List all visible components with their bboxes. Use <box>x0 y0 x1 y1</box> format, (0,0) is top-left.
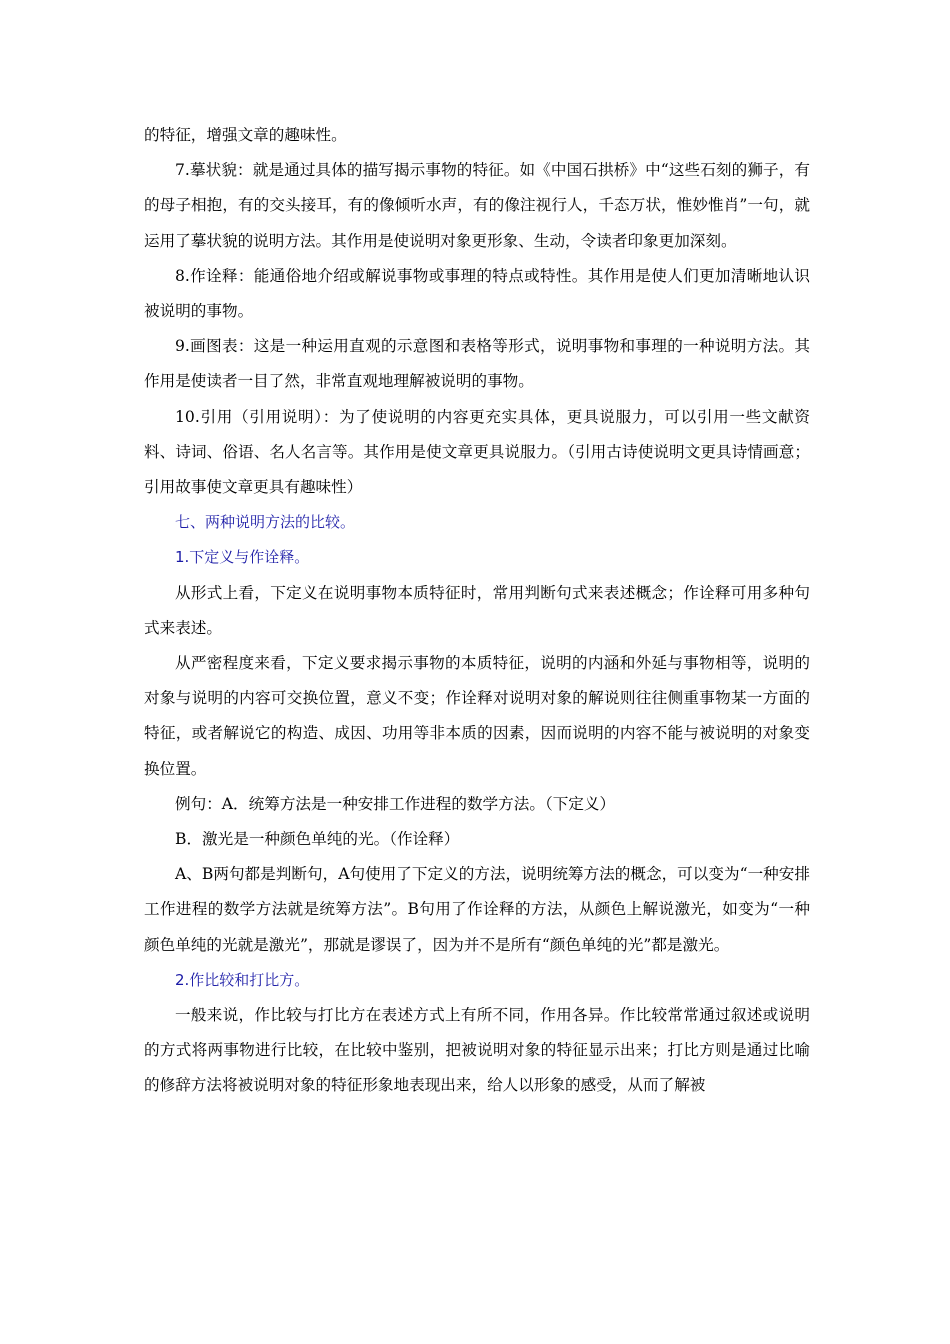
paragraph-item-9: 9.画图表：这是一种运用直观的示意图和表格等形式，说明事物和事理的一种说明方法。其作用是使读者一目了然，非常直观地理解被说明的事物。 <box>144 337 810 391</box>
section-heading-7: 七、两种说明方法的比较。 <box>175 513 356 532</box>
paragraph-continuation: 的特征，增强文章的趣味性。 <box>144 126 347 144</box>
paragraph-item-8: 8.作诠释：能通俗地介绍或解说事物或事理的特点或特性。其作用是使人们更加清晰地认识被说明的事物。 <box>144 266 810 321</box>
paragraph-comparison-metaphor: 一般来说，作比较与打比方在表述方式上有所不同，作用各异。作比较常常通过叙述或说明的方式将两事物进行比较，在比较中鉴别，把被说明对象的特征显示出来；打比方则是通过比喻的修辞方法将被说明对象的特征形象地表现出来，给人以形象的感受，从而了解被 <box>144 1006 810 1095</box>
paragraph-item-10: 10.引用（引用说明）：为了使说明的内容更充实具体，更具说服力，可以引用一些文献资料、诗词、俗语、名人名言等。其作用是使文章更具说服力。（引用古诗使说明文更具诗情画意；引用故事使文章更具有趣味性） <box>144 407 810 497</box>
paragraph-example-a: 例句：A．统筹方法是一种安排工作进程的数学方法。（下定义） <box>175 794 616 813</box>
subsection-heading-1: 1.下定义与作诠释。 <box>175 548 310 567</box>
document-page <box>144 118 810 1104</box>
paragraph-rigor-comparison: 从严密程度来看，下定义要求揭示事物的本质特征，说明的内涵和外延与事物相等，说明的对象与说明的内容可交换位置，意义不变；作诠释对说明对象的解说则往往侧重事物某一方面的特征，或者解说它的构造、成因、功用等非本质的因素，因而说明的内容不能与被说明的对象变换位置。 <box>144 654 810 778</box>
subsection-heading-2: 2.作比较和打比方。 <box>175 970 310 989</box>
paragraph-item-7: 7.摹状貌：就是通过具体的描写揭示事物的特征。如《中国石拱桥》中“这些石刻的狮子，有的母子相抱，有的交头接耳，有的像倾听水声，有的像注视行人，千态万状，惟妙惟肖”一句，就运用了摹状貌的说明方法。其作用是使说明对象更形象、生动，令读者印象更加深刻。 <box>144 161 810 250</box>
paragraph-form-comparison: 从形式上看，下定义在说明事物本质特征时，常用判断句式来表述概念；作诠释可用多种句式来表述。 <box>144 583 810 637</box>
paragraph-example-b: B．激光是一种颜色单纯的光。（作诠释） <box>175 830 460 849</box>
paragraph-example-explanation: A、B两句都是判断句，A句使用了下定义的方法，说明统筹方法的概念，可以变为“一种安排工作进程的数学方法就是统筹方法”。B句用了作诠释的方法，从颜色上解说激光，如变为“一种颜色单纯的光就是激光”，那就是谬误了，因为并不是所有“颜色单纯的光”都是激光。 <box>144 865 810 954</box>
